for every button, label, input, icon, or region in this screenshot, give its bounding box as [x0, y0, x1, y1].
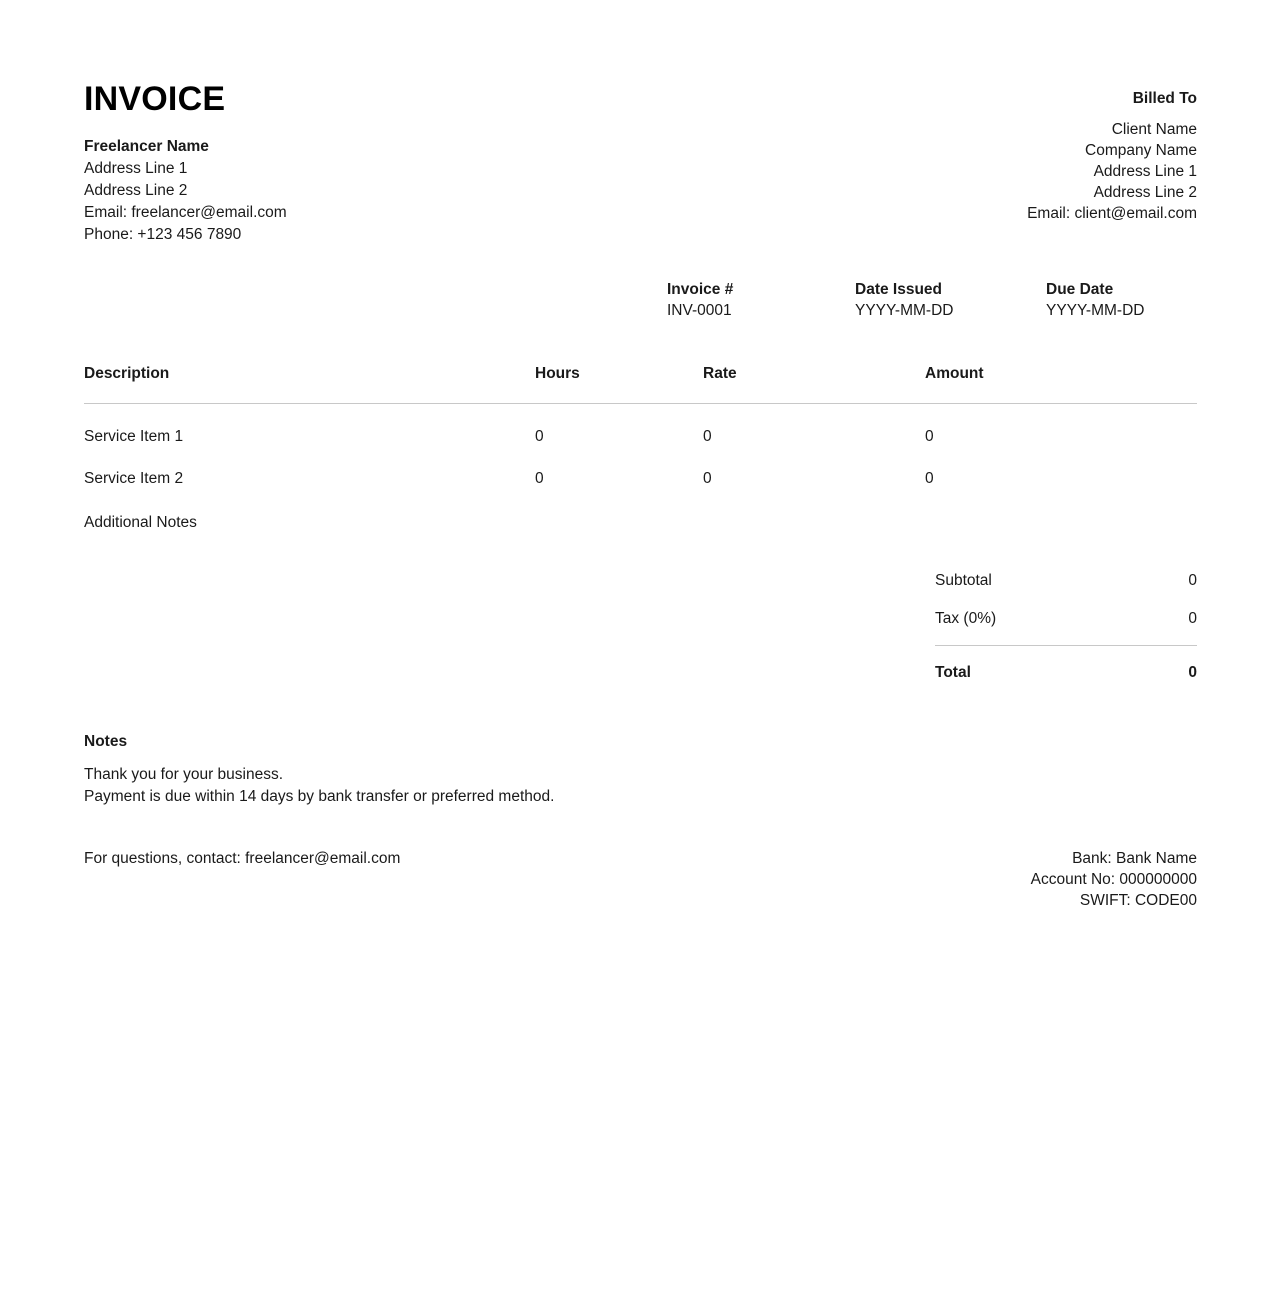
invoice-header	[84, 82, 1197, 246]
invoice-number-field	[667, 279, 733, 321]
sender-phone: Phone: +123 456 7890	[84, 226, 242, 243]
notes-line-2: Payment is due within 14 days by bank transfer or preferred method.	[84, 788, 555, 805]
totals-row-subtotal	[935, 570, 1197, 608]
cell-description: Service Item 1	[84, 428, 184, 445]
subtotal-value: 0	[1188, 572, 1197, 589]
sender-email: Email: freelancer@email.com	[84, 204, 287, 221]
subtotal-label: Subtotal	[935, 572, 992, 589]
totals-row-total	[935, 646, 1197, 683]
sender-address-line-2: Address Line 2	[84, 182, 188, 199]
page-title: INVOICE	[84, 80, 226, 118]
billed-to-heading: Billed To	[1132, 90, 1197, 107]
column-header-amount: Amount	[925, 365, 1197, 404]
due-date-field	[1046, 279, 1144, 321]
invoice-number-value: INV-0001	[667, 302, 732, 319]
column-header-hours: Hours	[535, 365, 703, 404]
cell-rate: 0	[703, 428, 712, 445]
sender-block	[84, 82, 604, 246]
client-name: Client Name	[1111, 121, 1197, 138]
invoice-meta	[84, 279, 1197, 325]
column-header-description: Description	[84, 365, 535, 404]
notes-heading: Notes	[84, 733, 128, 750]
additional-notes-row: Additional Notes	[84, 514, 197, 531]
line-items-table	[84, 365, 1197, 488]
cell-amount: 0	[925, 470, 934, 487]
column-header-rate: Rate	[703, 365, 925, 404]
client-address-line-1: Address Line 1	[1093, 163, 1197, 180]
total-label: Total	[935, 664, 971, 681]
due-date-value: YYYY-MM-DD	[1046, 302, 1145, 319]
table-header-row	[84, 365, 1197, 404]
line-items-table-body	[84, 404, 1197, 489]
totals-section	[935, 570, 1197, 683]
client-email: Email: client@email.com	[1027, 205, 1197, 222]
invoice-page	[84, 0, 1197, 1300]
sender-address-line-1: Address Line 1	[84, 160, 188, 177]
table-row	[84, 446, 1197, 488]
invoice-number-label: Invoice #	[667, 281, 734, 298]
cell-rate: 0	[703, 470, 712, 487]
tax-value: 0	[1188, 610, 1197, 627]
tax-label: Tax (0%)	[935, 610, 997, 627]
billed-to-block	[777, 82, 1197, 224]
date-issued-field	[855, 279, 953, 321]
bank-swift-code: SWIFT: CODE00	[1079, 892, 1197, 909]
line-items-section	[84, 365, 1197, 533]
notes-section	[84, 731, 784, 808]
sender-name: Freelancer Name	[84, 138, 209, 155]
cell-hours: 0	[535, 470, 544, 487]
due-date-label: Due Date	[1046, 281, 1114, 298]
notes-line-1: Thank you for your business.	[84, 766, 284, 783]
cell-hours: 0	[535, 428, 544, 445]
totals-row-tax	[935, 608, 1197, 646]
invoice-footer	[84, 848, 1197, 911]
date-issued-value: YYYY-MM-DD	[855, 302, 954, 319]
client-company-name: Company Name	[1085, 142, 1197, 159]
client-address-line-2: Address Line 2	[1093, 184, 1197, 201]
cell-amount: 0	[925, 428, 934, 445]
table-row	[84, 404, 1197, 447]
line-items-table-head	[84, 365, 1197, 404]
total-value: 0	[1188, 664, 1197, 681]
bank-account-number: Account No: 000000000	[1030, 871, 1197, 888]
footer-contact: For questions, contact: freelancer@email.com	[84, 850, 401, 867]
bank-details-block	[1031, 848, 1197, 911]
cell-description: Service Item 2	[84, 470, 184, 487]
bank-name: Bank: Bank Name	[1072, 850, 1197, 867]
date-issued-label: Date Issued	[855, 281, 943, 298]
